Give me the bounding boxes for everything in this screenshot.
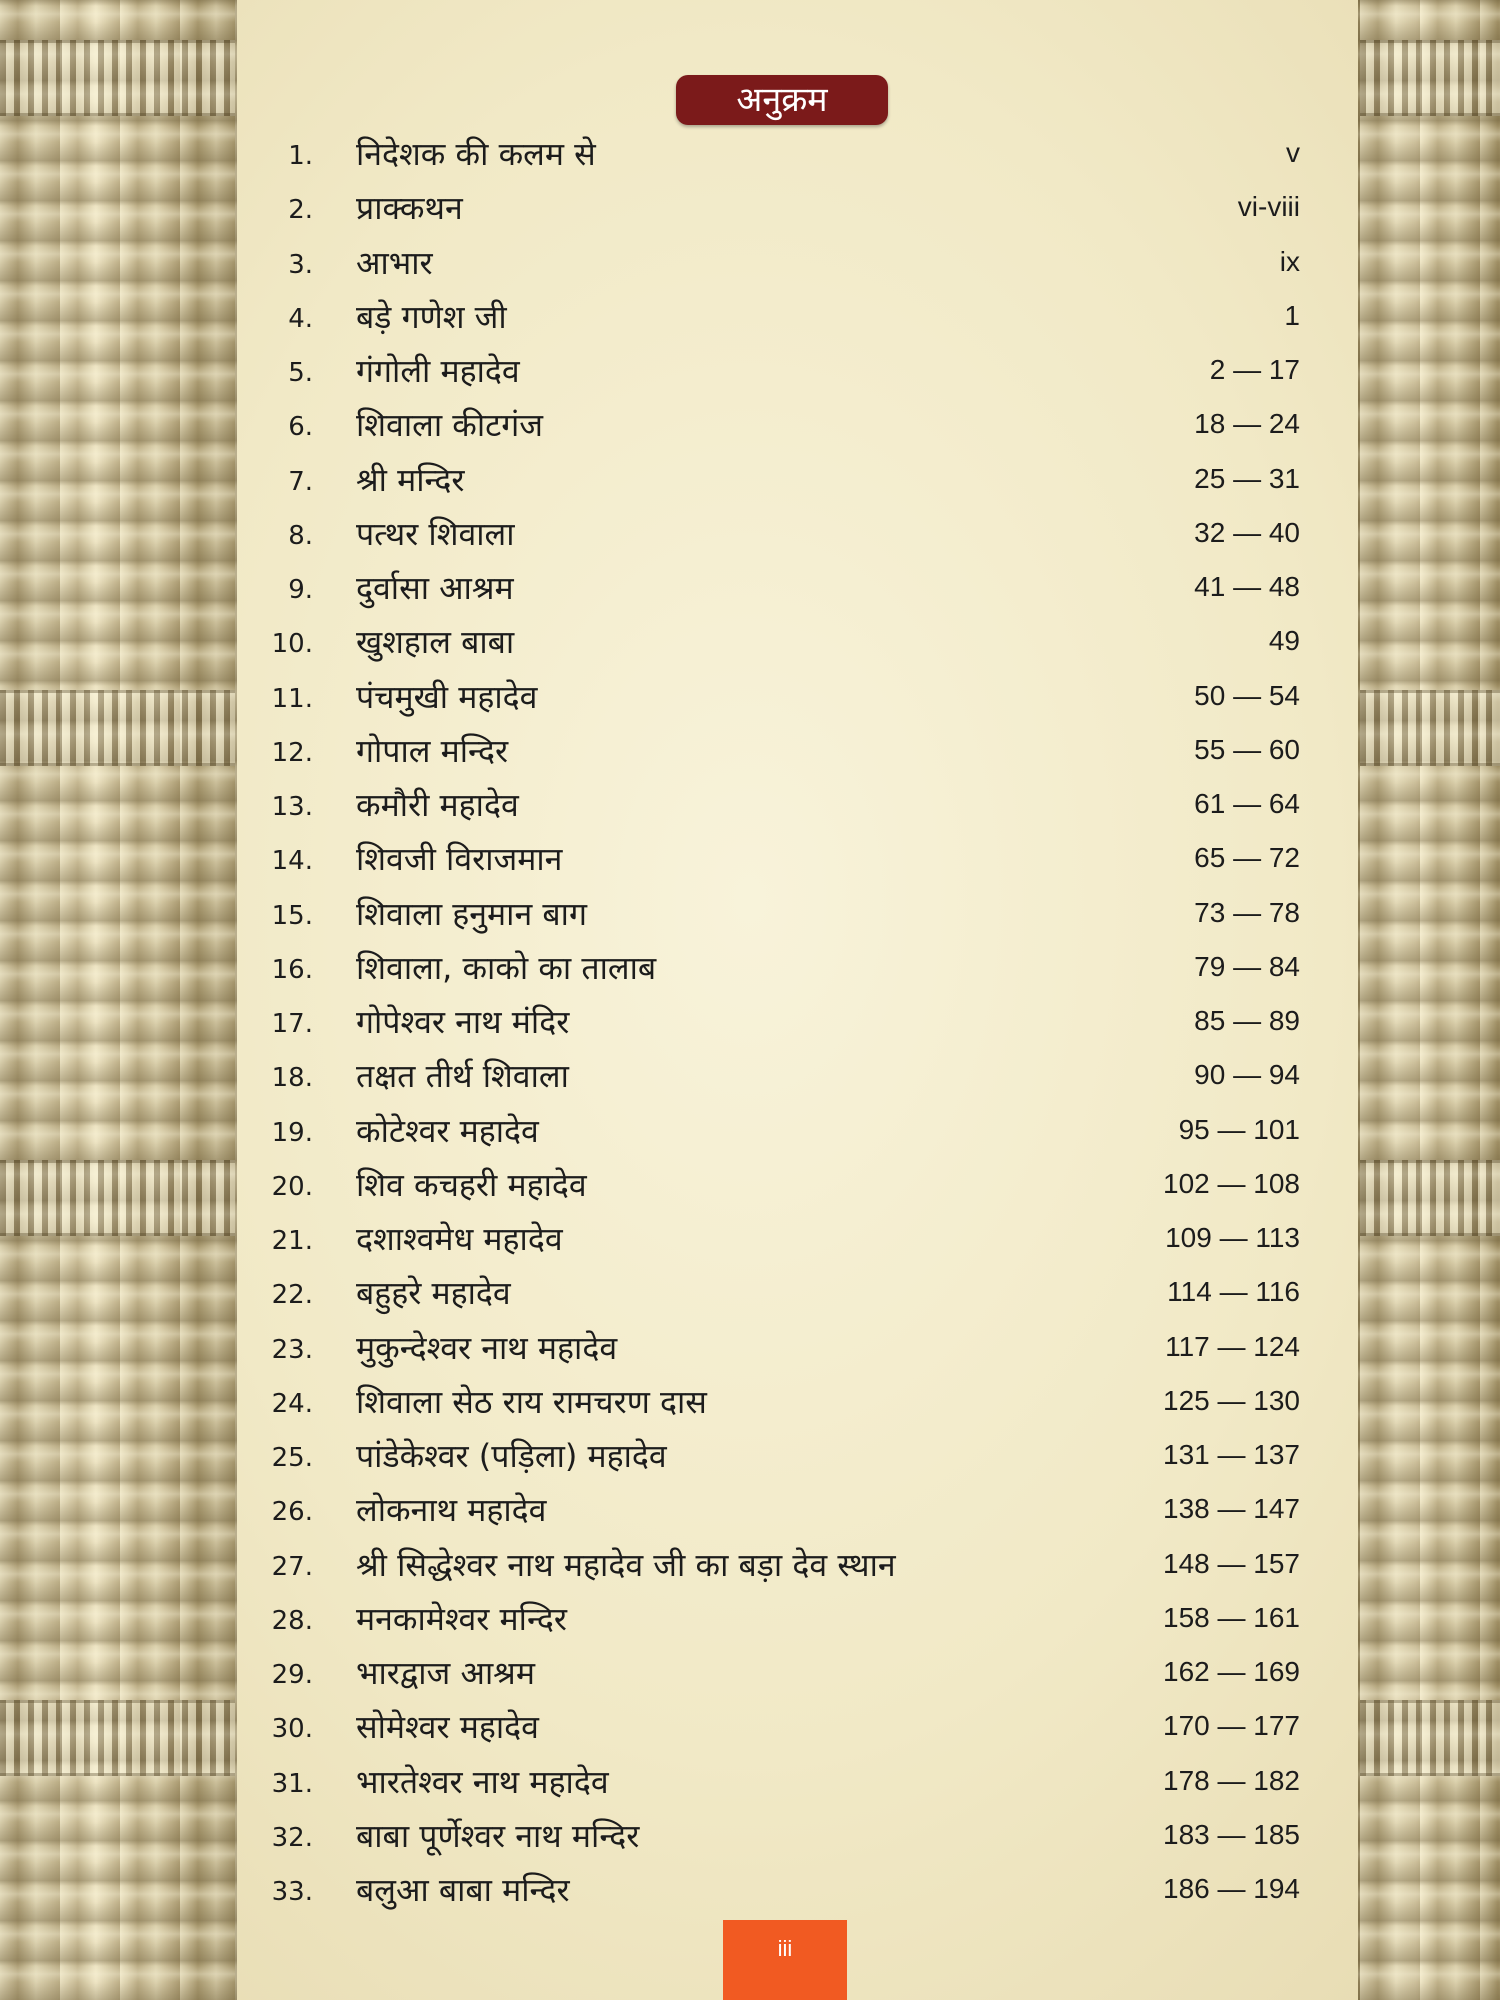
toc-entry [250,1158,1300,1212]
toc-entry-pages: ix [1279,245,1300,277]
toc-entry-pages: 170 — 177 [1163,1710,1300,1742]
toc-entry-title: कमौरी महादेव [356,786,519,824]
toc-entry [250,236,1300,290]
toc-entry [250,1700,1300,1754]
toc-entry-number: 11. [271,683,313,714]
toc-entry [250,453,1300,507]
toc-entry-pages: 95 — 101 [1178,1113,1300,1145]
toc-entry-number: 6. [288,412,313,443]
toc-entry-number: 25. [271,1443,313,1473]
toc-entry-number: 9. [288,575,313,605]
toc-entry-title: सोमेश्वर महादेव [356,1708,539,1747]
toc-entry-title: पांडेकेश्वर (पड़िला) महादेव [356,1437,667,1475]
toc-entry-number: 10. [271,629,313,660]
toc-entry-pages: 25 — 31 [1194,462,1300,494]
toc-entry-pages: 148 — 157 [1163,1547,1300,1579]
toc-entry-number: 30. [271,1714,313,1745]
toc-entry [250,344,1300,398]
toc-entry-number: 29. [271,1660,313,1690]
toc-entry-pages: vi-viii [1237,191,1300,223]
toc-entry-title: निदेशक की कलम से [356,135,596,173]
toc-entry-number: 33. [271,1877,313,1907]
toc-entry-pages: 49 [1268,625,1300,657]
toc-entry-title: शिवाला सेठ राय रामचरण दास [356,1382,707,1421]
toc-entry [250,941,1300,995]
right-carved-pillar-image [1358,0,1500,2000]
toc-entry-title: गंगोली महादेव [356,352,520,390]
toc-entry-pages: 61 — 64 [1194,788,1300,819]
toc-entry-pages: 186 — 194 [1163,1873,1300,1904]
toc-entry [250,1646,1300,1700]
toc-entry-title: बलुआ बाबा मन्दिर [356,1871,570,1909]
toc-entry-pages: 183 — 185 [1163,1818,1300,1850]
table-of-contents [250,127,1300,1917]
toc-entry-number: 5. [288,358,313,388]
toc-entry [250,1592,1300,1646]
toc-entry-title: कोटेश्वर महादेव [356,1111,539,1150]
toc-entry-number: 4. [288,303,313,334]
toc-entry-number: 19. [271,1117,313,1148]
toc-entry [250,1429,1300,1483]
toc-entry-number: 22. [271,1280,313,1311]
toc-entry-title: बहुहरे महादेव [356,1274,511,1313]
toc-entry-title: गोपाल मन्दिर [356,731,509,770]
toc-entry-title: शिव कचहरी महादेव [356,1165,587,1204]
toc-entry [250,127,1300,181]
toc-entry-number: 32. [271,1822,313,1853]
toc-entry-pages: 109 — 113 [1165,1222,1300,1253]
toc-entry-title: दशाश्वमेध महादेव [356,1220,563,1258]
toc-entry-pages: 117 — 124 [1165,1330,1300,1362]
toc-entry [250,398,1300,452]
toc-entry [250,561,1300,615]
toc-entry-pages: 102 — 108 [1163,1167,1300,1199]
toc-entry-title: श्री मन्दिर [356,460,465,499]
toc-entry [250,1755,1300,1809]
toc-entry-pages: 114 — 116 [1167,1276,1300,1308]
page-number: iii [777,1936,793,1961]
toc-entry [250,1104,1300,1158]
toc-entry-pages: 50 — 54 [1194,679,1300,711]
toc-entry [250,1809,1300,1863]
toc-entry-title: शिवजी विराजमान [356,840,563,879]
toc-entry-number: 27. [271,1551,313,1582]
toc-entry-number: 16. [271,954,313,985]
toc-entry-pages: 79 — 84 [1194,950,1300,982]
toc-entry-pages: 32 — 40 [1194,516,1300,548]
toc-entry [250,507,1300,561]
toc-entry-title: खुशहाल बाबा [356,623,515,662]
toc-entry-title: मुकुन्देश्वर नाथ महादेव [356,1328,618,1367]
toc-entry [250,290,1300,344]
toc-entry-number: 21. [271,1226,313,1256]
toc-entry [250,1212,1300,1266]
toc-entry-pages: 65 — 72 [1194,842,1300,874]
toc-entry-number: 1. [288,141,313,171]
toc-entry [250,1321,1300,1375]
toc-entry [250,832,1300,886]
toc-entry-number: 8. [288,520,313,551]
toc-entry-title: गोपेश्वर नाथ मंदिर [356,1003,570,1041]
toc-entry-title: शिवाला हनुमान बाग [356,894,587,933]
toc-entry-title: शिवाला, काको का तालाब [356,948,657,987]
toc-entry [250,615,1300,669]
toc-entry-title: लोकनाथ महादेव [356,1491,547,1530]
toc-entry-pages: 1 [1284,299,1300,331]
toc-entry-pages: 73 — 78 [1194,896,1300,928]
toc-entry [250,1375,1300,1429]
toc-entry-number: 17. [271,1009,313,1039]
toc-entry-pages: 131 — 137 [1163,1439,1300,1470]
toc-entry-number: 15. [271,900,313,931]
toc-entry-number: 13. [271,792,313,822]
toc-entry [250,1863,1300,1917]
page-number-box [723,1920,847,2000]
toc-entry-number: 23. [271,1334,313,1365]
toc-entry [250,995,1300,1049]
toc-entry-title: शिवाला कीटगंज [356,406,544,445]
toc-entry-title: श्री सिद्धेश्वर नाथ महादेव जी का बड़ा देव स्थान [356,1545,896,1584]
toc-entry [250,724,1300,778]
toc-entry [250,181,1300,235]
toc-entry-number: 14. [271,846,313,877]
toc-entry-number: 26. [271,1497,313,1528]
toc-entry [250,778,1300,832]
toc-entry [250,1538,1300,1592]
toc-entry [250,1483,1300,1537]
toc-entry-title: पत्थर शिवाला [356,514,515,553]
toc-entry-number: 12. [271,737,313,768]
left-carved-pillar-image [0,0,237,2000]
toc-entry-pages: 162 — 169 [1163,1656,1300,1687]
toc-entry-title: तक्षत तीर्थ शिवाला [356,1057,569,1096]
toc-entry-number: 31. [271,1768,313,1799]
toc-entry [250,1266,1300,1320]
toc-entry-pages: 138 — 147 [1163,1493,1300,1525]
toc-entry [250,670,1300,724]
toc-entry-pages: 125 — 130 [1163,1384,1300,1416]
toc-entry-title: पंचमुखी महादेव [356,677,538,716]
toc-entry-title: दुर्वासा आश्रम [356,569,514,607]
toc-entry-pages: 2 — 17 [1209,354,1300,385]
toc-entry [250,887,1300,941]
toc-entry-pages: 41 — 48 [1194,571,1300,602]
toc-entry-number: 28. [271,1605,313,1636]
toc-entry-title: प्राक्कथन [356,189,463,228]
toc-entry [250,1049,1300,1103]
toc-entry-pages: 55 — 60 [1194,733,1300,765]
toc-entry-number: 18. [271,1063,313,1094]
toc-entry-number: 7. [288,466,313,497]
toc-entry-title: मनकामेश्वर मन्दिर [356,1599,567,1638]
toc-entry-number: 24. [271,1388,313,1419]
toc-entry-number: 20. [271,1171,313,1202]
toc-entry-pages: 85 — 89 [1194,1005,1300,1036]
toc-entry-title: भारतेश्वर नाथ महादेव [356,1762,609,1801]
toc-entry-title: भारद्वाज आश्रम [356,1654,535,1692]
toc-entry-title: बड़े गणेश जी [356,297,507,336]
toc-entry-pages: 178 — 182 [1163,1764,1300,1796]
toc-entry-pages: 90 — 94 [1194,1059,1300,1091]
toc-entry-number: 2. [288,195,313,226]
toc-entry-title: आभार [356,243,433,282]
toc-entry-title: बाबा पूर्णेश्वर नाथ मन्दिर [356,1816,640,1855]
toc-entry-pages: 158 — 161 [1163,1601,1300,1633]
toc-entry-pages: v [1286,137,1300,168]
page-title: अनुक्रम [676,75,888,125]
toc-entry-pages: 18 — 24 [1194,408,1300,440]
toc-entry-number: 3. [288,249,313,280]
